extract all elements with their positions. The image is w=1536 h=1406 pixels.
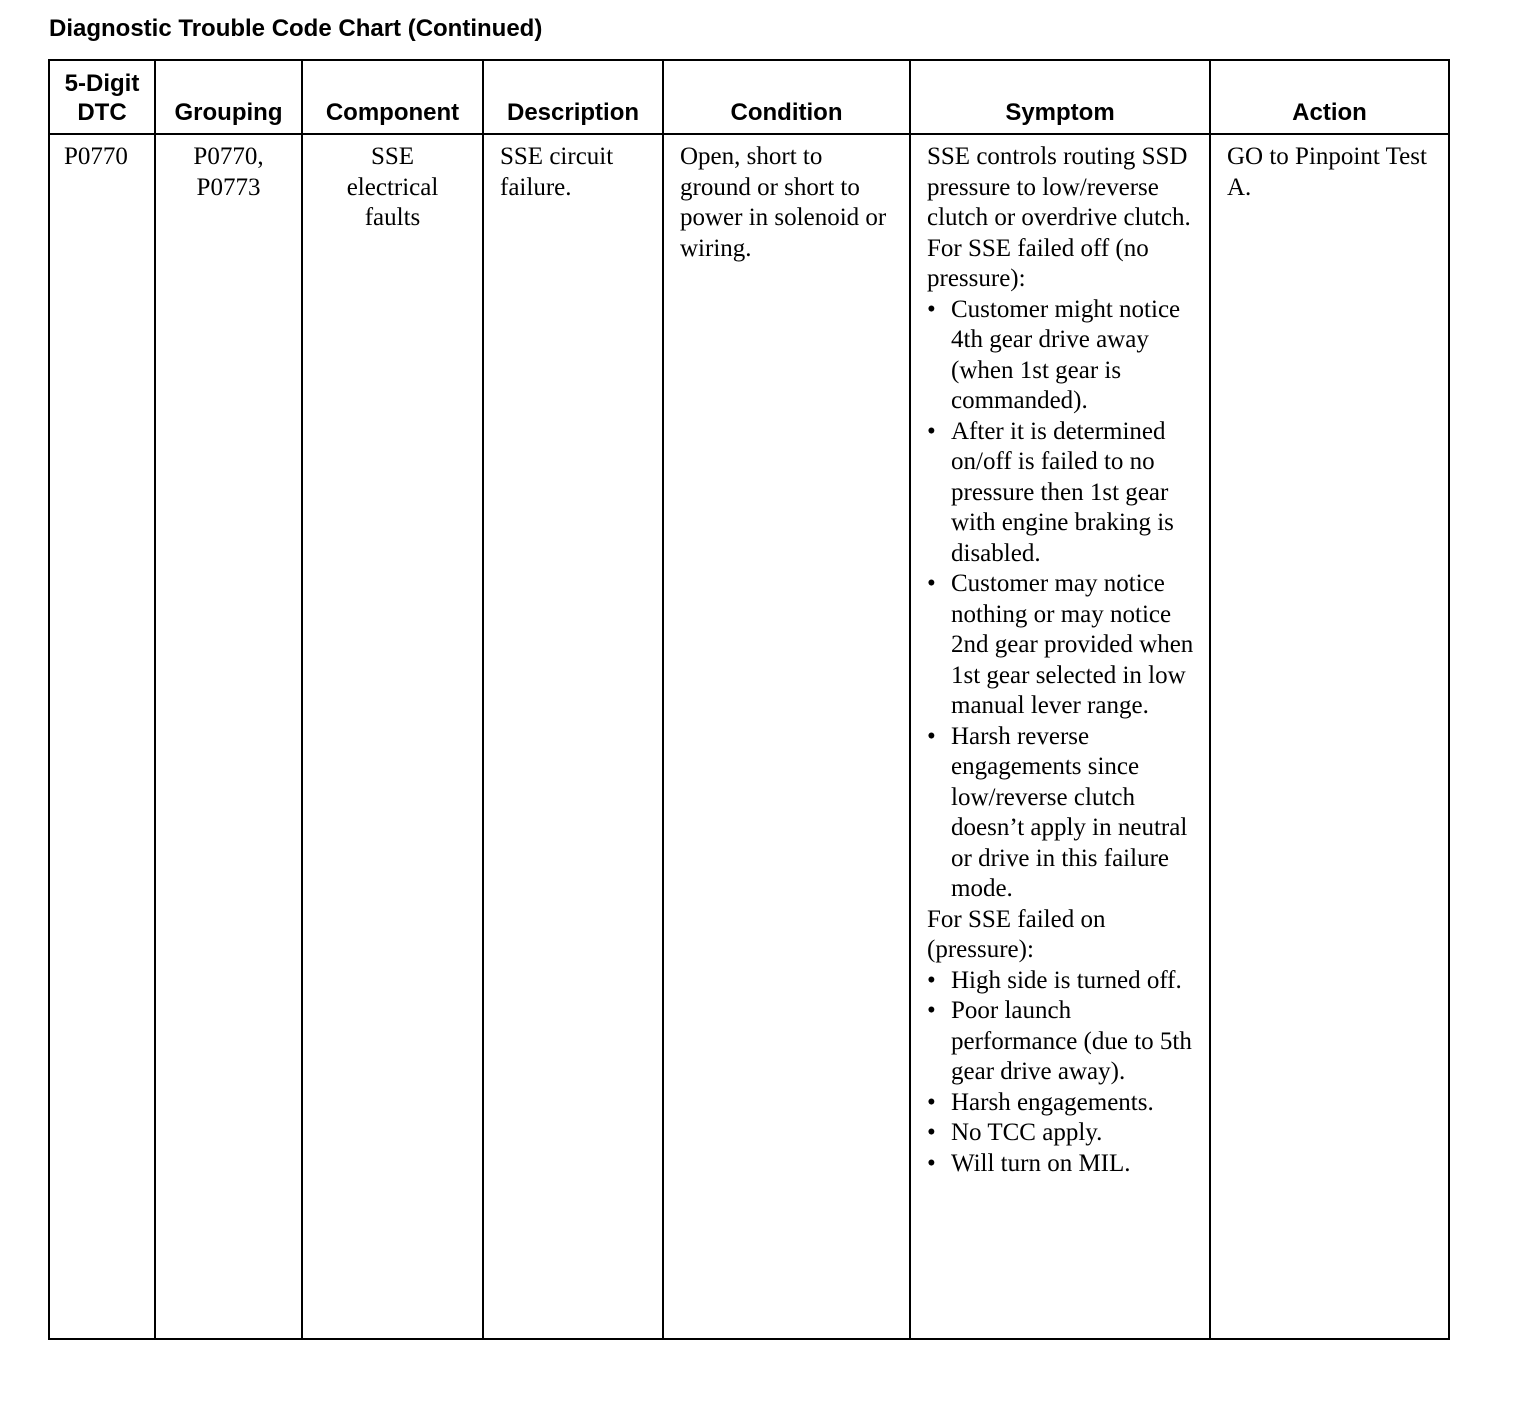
cell-dtc: P0770 bbox=[49, 134, 155, 1339]
symptom-intro: SSE controls routing SSD pressure to low/reverse clutch or overdrive clutch. bbox=[927, 143, 1191, 231]
symptom-failed-on-list bbox=[927, 966, 1199, 1180]
symptom-failed-on-heading: For SSE failed on (pressure): bbox=[927, 905, 1106, 963]
list-item: • After it is determined on/off is failed to no pressure then 1st gear with engine braking is disabled. bbox=[927, 417, 1199, 570]
component-line: SSE bbox=[370, 143, 415, 170]
header-component: Component bbox=[302, 60, 483, 134]
cell-grouping bbox=[155, 134, 302, 1339]
list-item: • No TCC apply. bbox=[927, 1118, 1199, 1149]
header-dtc-line1: 5-Digit bbox=[64, 70, 140, 97]
list-item: • High side is turned off. bbox=[927, 966, 1199, 997]
cell-condition: Open, short to ground or short to power in solenoid or wiring. bbox=[663, 134, 910, 1339]
component-line: electrical bbox=[346, 173, 439, 201]
header-description: Description bbox=[483, 60, 663, 134]
cell-symptom bbox=[910, 134, 1210, 1339]
grouping-code: P0770, bbox=[193, 143, 264, 170]
header-row bbox=[49, 60, 1449, 134]
list-item: • Harsh reverse engagements since low/reverse clutch doesn’t apply in neutral or drive in this failure mode. bbox=[927, 722, 1199, 905]
list-item: • Customer may notice nothing or may notice 2nd gear provided when 1st gear selected in low manual lever range. bbox=[927, 569, 1199, 722]
header-action: Action bbox=[1210, 60, 1449, 134]
component-line: faults bbox=[364, 204, 421, 231]
symptom-failed-off-list bbox=[927, 295, 1199, 905]
cell-action: GO to Pinpoint Test A. bbox=[1210, 134, 1449, 1339]
grouping-code: P0773 bbox=[196, 173, 261, 201]
list-item: • Customer might notice 4th gear drive away (when 1st gear is commanded). bbox=[927, 295, 1199, 417]
header-grouping: Grouping bbox=[155, 60, 302, 134]
list-item: • Poor launch performance (due to 5th gear drive away). bbox=[927, 996, 1199, 1088]
cell-component bbox=[302, 134, 483, 1339]
cell-description: SSE circuit failure. bbox=[483, 134, 663, 1339]
page-title: Diagnostic Trouble Code Chart (Continued) bbox=[49, 15, 543, 42]
dtc-table bbox=[48, 59, 1450, 1340]
header-condition: Condition bbox=[663, 60, 910, 134]
list-item: • Will turn on MIL. bbox=[927, 1149, 1199, 1180]
header-symptom: Symptom bbox=[910, 60, 1210, 134]
header-dtc bbox=[49, 60, 155, 134]
symptom-failed-off-heading: For SSE failed off (no pressure): bbox=[927, 234, 1149, 292]
list-item: • Harsh engagements. bbox=[927, 1088, 1199, 1119]
table-row bbox=[49, 134, 1449, 1339]
header-dtc-line2: DTC bbox=[77, 99, 127, 126]
